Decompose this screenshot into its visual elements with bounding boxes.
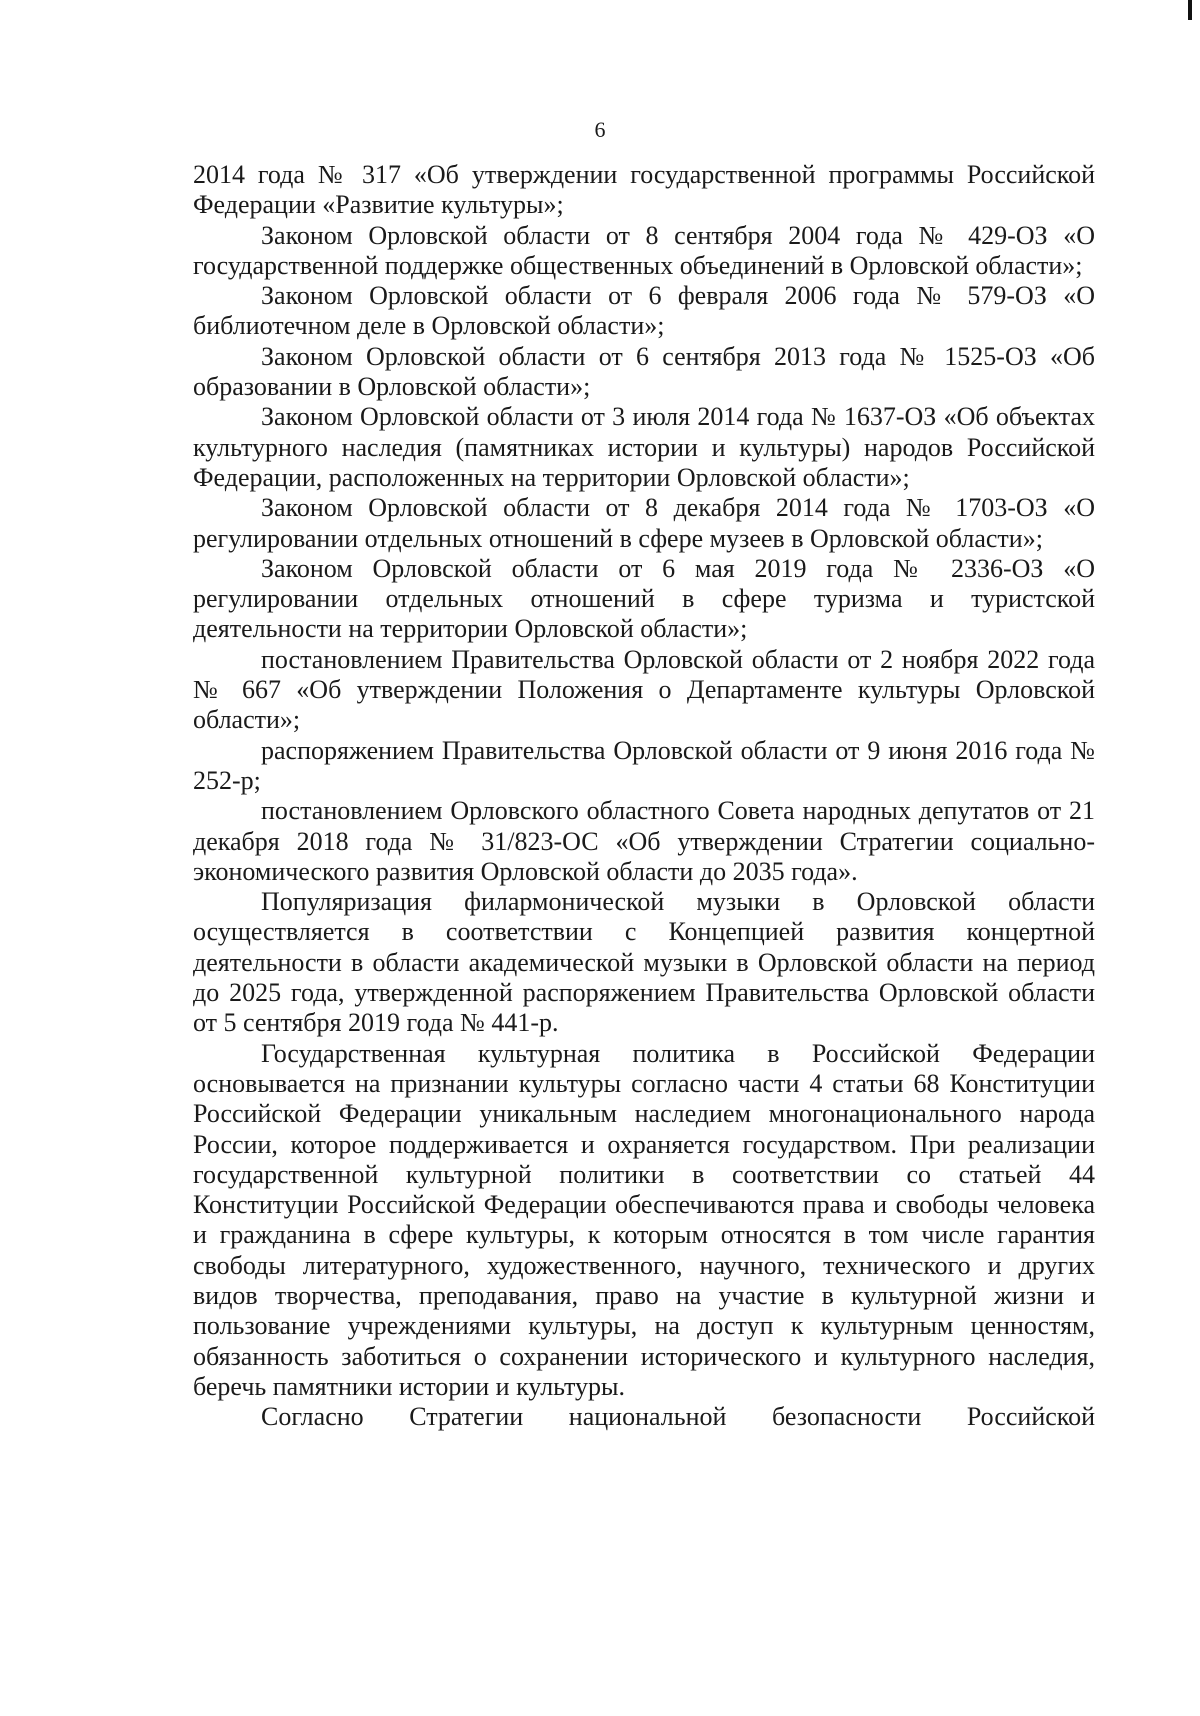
paragraph: Законом Орловской области от 8 декабря 2014 года № 1703-ОЗ «О регулировании отдельных отношений в сфере музеев в Орловской области»;	[193, 493, 1095, 553]
paragraph: постановлением Орловского областного Совета народных депутатов от 21 декабря 2018 года № 31/823-ОС «Об утверждении Стратегии социально-экономического развития Орловской области до 2035 года».	[193, 796, 1095, 886]
paragraph: Популяризация филармонической музыки в Орловской области осуществляется в соответствии с Концепцией развития концертной деятельности в области академической музыки в Орловской области на период до 2025 года, утвержденной распоряжением Правительства Орловской области от 5 сентября 2019 года № 441-р.	[193, 887, 1095, 1038]
paragraph: Согласно Стратегии национальной безопасности Российской	[261, 1402, 1095, 1432]
paragraph: постановлением Правительства Орловской области от 2 ноября 2022 года № 667 «Об утверждении Положения о Департаменте культуры Орловской области»;	[193, 644, 1095, 735]
paragraph: Законом Орловской области от 6 сентября 2013 года № 1525-ОЗ «Об образовании в Орловской области»;	[193, 341, 1095, 402]
paragraph: Законом Орловской области от 8 сентября 2004 года № 429-ОЗ «О государственной поддержке общественных объединений в Орловской области»;	[193, 220, 1095, 280]
paragraph: Законом Орловской области от 3 июля 2014 года № 1637-ОЗ «Об объектах культурного наследия (памятниках истории и культуры) народов Российской Федерации, расположенных на территории Орловской области»;	[193, 402, 1095, 492]
scan-corner-mark	[1188, 0, 1192, 20]
document-body	[193, 160, 1095, 1432]
paragraph: Законом Орловской области от 6 февраля 2006 года № 579-ОЗ «О библиотечном деле в Орловской области»;	[193, 281, 1095, 341]
paragraph: 2014 года № 317 «Об утверждении государственной программы Российской Федерации «Развитие культуры»;	[193, 160, 1095, 220]
paragraph: распоряжением Правительства Орловской области от 9 июня 2016 года № 252-р;	[193, 735, 1095, 795]
paragraph: Законом Орловской области от 6 мая 2019 года № 2336-ОЗ «О регулировании отдельных отношений в сфере туризма и туристской деятельности на территории Орловской области»;	[193, 553, 1095, 644]
page-number: 6	[594, 117, 606, 142]
paragraph: Государственная культурная политика в Российской Федерации основывается на признании культуры согласно части 4 статьи 68 Конституции Российской Федерации уникальным наследием многонационального народа России, которое поддерживается и охраняется государством. При реализации государственной культурной политики в соответствии со статьей 44 Конституции Российской Федерации обеспечиваются права и свободы человека и гражданина в сфере культуры, к которым относятся в том числе гарантия свободы литературного, художественного, научного, технического и других видов творчества, преподавания, право на участие в культурной жизни и пользование учреждениями культуры, на доступ к культурным ценностям, обязанность заботиться о сохранении исторического и культурного наследия, беречь памятники истории и культуры.	[193, 1038, 1095, 1401]
